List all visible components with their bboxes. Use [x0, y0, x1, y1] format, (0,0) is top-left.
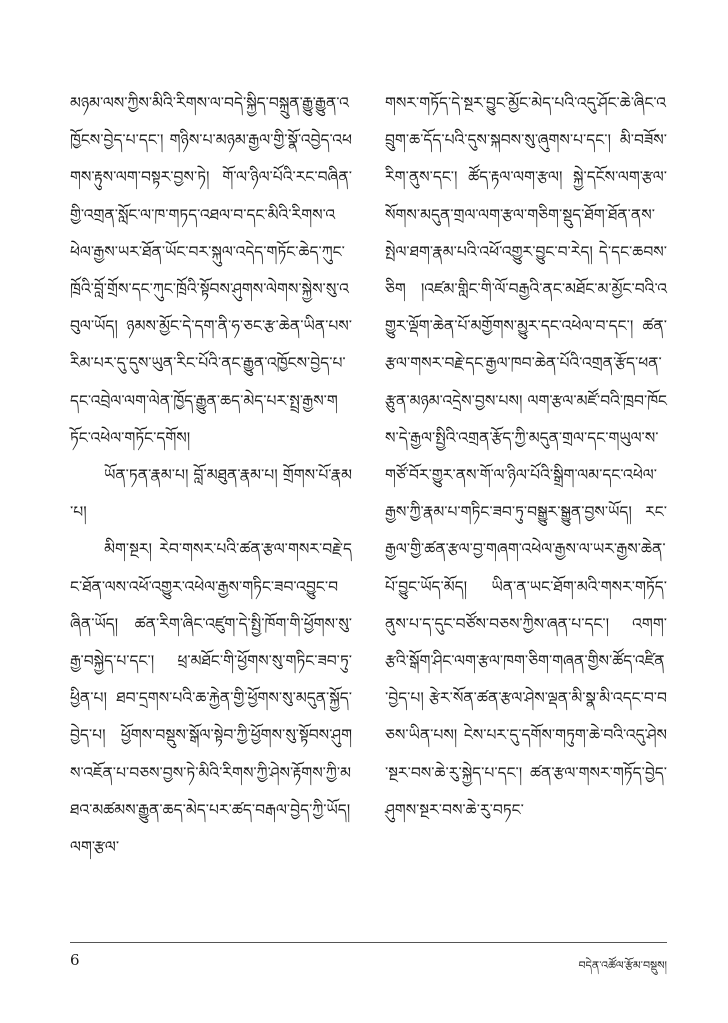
footer-divider: [70, 942, 667, 943]
running-footer-title: བདེན་འཚོལ་རྩོམ་བསྡུས།: [578, 959, 667, 972]
page-number: 6: [70, 951, 80, 969]
paragraph: གསར་གཏོད་དེ་སྔར་བྱུང་མྱོང་མེད་པའི་འདུ་ཤོང་ཆེ་ཞིང་འབྲུག་ཆ་དོད་པའི་དུས་སྐབས་སུ་ཞུགས་པ་དང་། མི་བཟོས་རིག་ནུས་དང་། ཚོད་རྟལ་ལག་རྩལ། སྐྱེ་དངོས་ལག་རྩལ་སོགས་མདུན་གྲལ་ལག་རྩལ་གཅིག་སྡུད་ཐོག་ཐོན་ནས་སྤེལ་ཐག་རྣམ་པའི་འཕོ་འགྱུར་བྱུང་བ་རེད། དེ་དང་ཆབས་ཅིག །འཛམ་གླིང་གི་ལོ་བརྒྱའི་ནང་མཐོང་མ་མྱོང་བའི་འགྱུར་ལྡོག་ཆེན་པོ་མགྱོགས་མྱུར་དང་འཕེལ་བ་དང་། ཚན་རྩལ་གསར་བརྗེ་དང་རྒྱལ་ཁབ་ཆེན་པོའི་འགྲན་རྩོད་ཕན་རྩུན་མཉམ་འདྲེས་བྱས་པས། ལག་རྩལ་མཛོ་བའི་ཁྲབ་ཁོངས་དེ་རྒྱལ་སྤྱིའི་འགྲན་རྩོད་ཀྱི་མདུན་གྲལ་དང་གཡུལ་ས་གཙོ་བོར་གྱུར་ནས་གོ་ལ་ཉིལ་པོའི་སྒྲིག་ལམ་དང་འཕེལ་རྒྱས་ཀྱི་རྣམ་པ་གཏིང་ཟབ་ཏུ་བསྒྱུར་སྒྱུན་བྱས་ཡོད། རང་རྒྱལ་གྱི་ཚན་རྩལ་བྱ་གཞག་འཕེལ་རྒྱས་ལ་ཡར་རྒྱས་ཆེན་པོ་བྱུང་ཡོད་མོད། ཡིན་ན་ཡང་ཐོག་མའི་གསར་གཏོད་ནུས་པ་ད་དུང་བཙོས་བཅས་ཀྱིས་ཞན་པ་དང་། འགག་རྩའི་སྒོག་ཤིང་ལག་རྩལ་ཁག་ཅིག་གཞན་གྱིས་ཚོད་འཛིན་བྱེད་པ། རྩེར་སོན་ཚན་རྩལ་ཤེས་ལྡན་མི་སྣ་མི་འདང་བ་བཅས་ཡིན་པས། ངེས་པར་དུ་དགོས་གཏུག་ཆེ་བའི་འདུ་ཤེས་སྔར་བས་ཆེ་རུ་སྐྱེད་པ་དང་། ཚན་རྩལ་གསར་གཏོད་བྱེད་ཤུགས་སྔར་བས་ཆེ་རུ་བཏང་: [385, 94, 667, 819]
paragraph: ཡོན་ཏན་རྣམ་པ། བློ་མཐུན་རྣམ་པ། གྲོགས་པོ་རྣམ་པ།: [70, 466, 352, 522]
left-column: [70, 85, 352, 866]
paragraph: མཉམ་ལས་ཀྱིས་མིའི་རིགས་ལ་བདེ་སྐྱིད་བསྐྲུན་རྒྱུ་རྒྱུན་འཁྱོངས་བྱེད་པ་དང་། གཉིས་པ་མཉམ་རྒྱལ་གྱི་སྣོ་འབྱེད་འཕགས་རྟུས་ལག་བསྟར་བྱས་ཏེ། གོ་ལ་ཉིལ་པོའི་རང་བཞིན་གྱི་འགྲན་སློང་ལ་ཁ་གཏད་འཐལ་བ་དང་མིའི་རིགས་འཕེལ་རྒྱས་ཡར་ཐོན་ཡོང་བར་སྐུལ་འདེད་གཏོང་ཆེད་ཀུང་ཁྲོའི་བློ་གྲོས་དང་ཀུང་ཁྲོའི་སྟོབས་ཤུགས་ལེགས་སྐྱེས་སུ་འབུལ་ཡོད། ཉམས་མྱོང་དེ་དག་ནི་ཧ་ཅང་རྩ་ཆེན་ཡིན་པས་རིམ་པར་དུ་དུས་ཡུན་རིང་པོའི་ནང་རྒྱུན་འཁྱོངས་བྱེད་པ་དང་འབྲེལ་ལག་ལེན་ཁྱོད་རྒྱུན་ཆད་མེད་པར་སྤྲ་རྒྱས་གཏོང་འཕེལ་གཏོང་དགོས།: [70, 94, 352, 447]
paragraph: མིག་སྔར། རེབ་གསར་པའི་ཚན་རྩལ་གསར་བརྗེ་དང་ཐོན་ལས་འཕོ་འགྱུར་འཕེལ་རྒྱས་གཏིང་ཟབ་འབྱུང་བཞིན་ཡོད། ཚན་རིག་ཞིང་འཛུག་དེ་སྤྱི་ཁོག་གི་ཕྱོགས་སུ་རྒྱ་བསྐྱེད་པ་དང་། ཕྲ་མཐོང་གི་ཕྱོགས་སུ་གཏིང་ཟབ་ཏུ་ཕྱིན་པ། ཐབ་དྲགས་པའི་ཆ་རྐྱེན་གྱི་ཕྱོགས་སུ་མདུན་སྐྱོད་བྱེད་པ། ཕྱོགས་བསྡུས་སྒོལ་སྟེབ་ཀྱི་ཕྱོགས་སུ་སྟོབས་ཤུགས་འཇོན་པ་བཅས་བྱས་ཏེ་མིའི་རིགས་ཀྱི་ཤེས་རྟོགས་ཀྱི་མཐའ་མཚམས་རྒྱུན་ཆད་མེད་པར་ཚད་བརྒལ་བྱེད་ཀྱི་ཡོད། ལག་རྩལ་: [70, 540, 352, 857]
right-column: [385, 85, 667, 829]
